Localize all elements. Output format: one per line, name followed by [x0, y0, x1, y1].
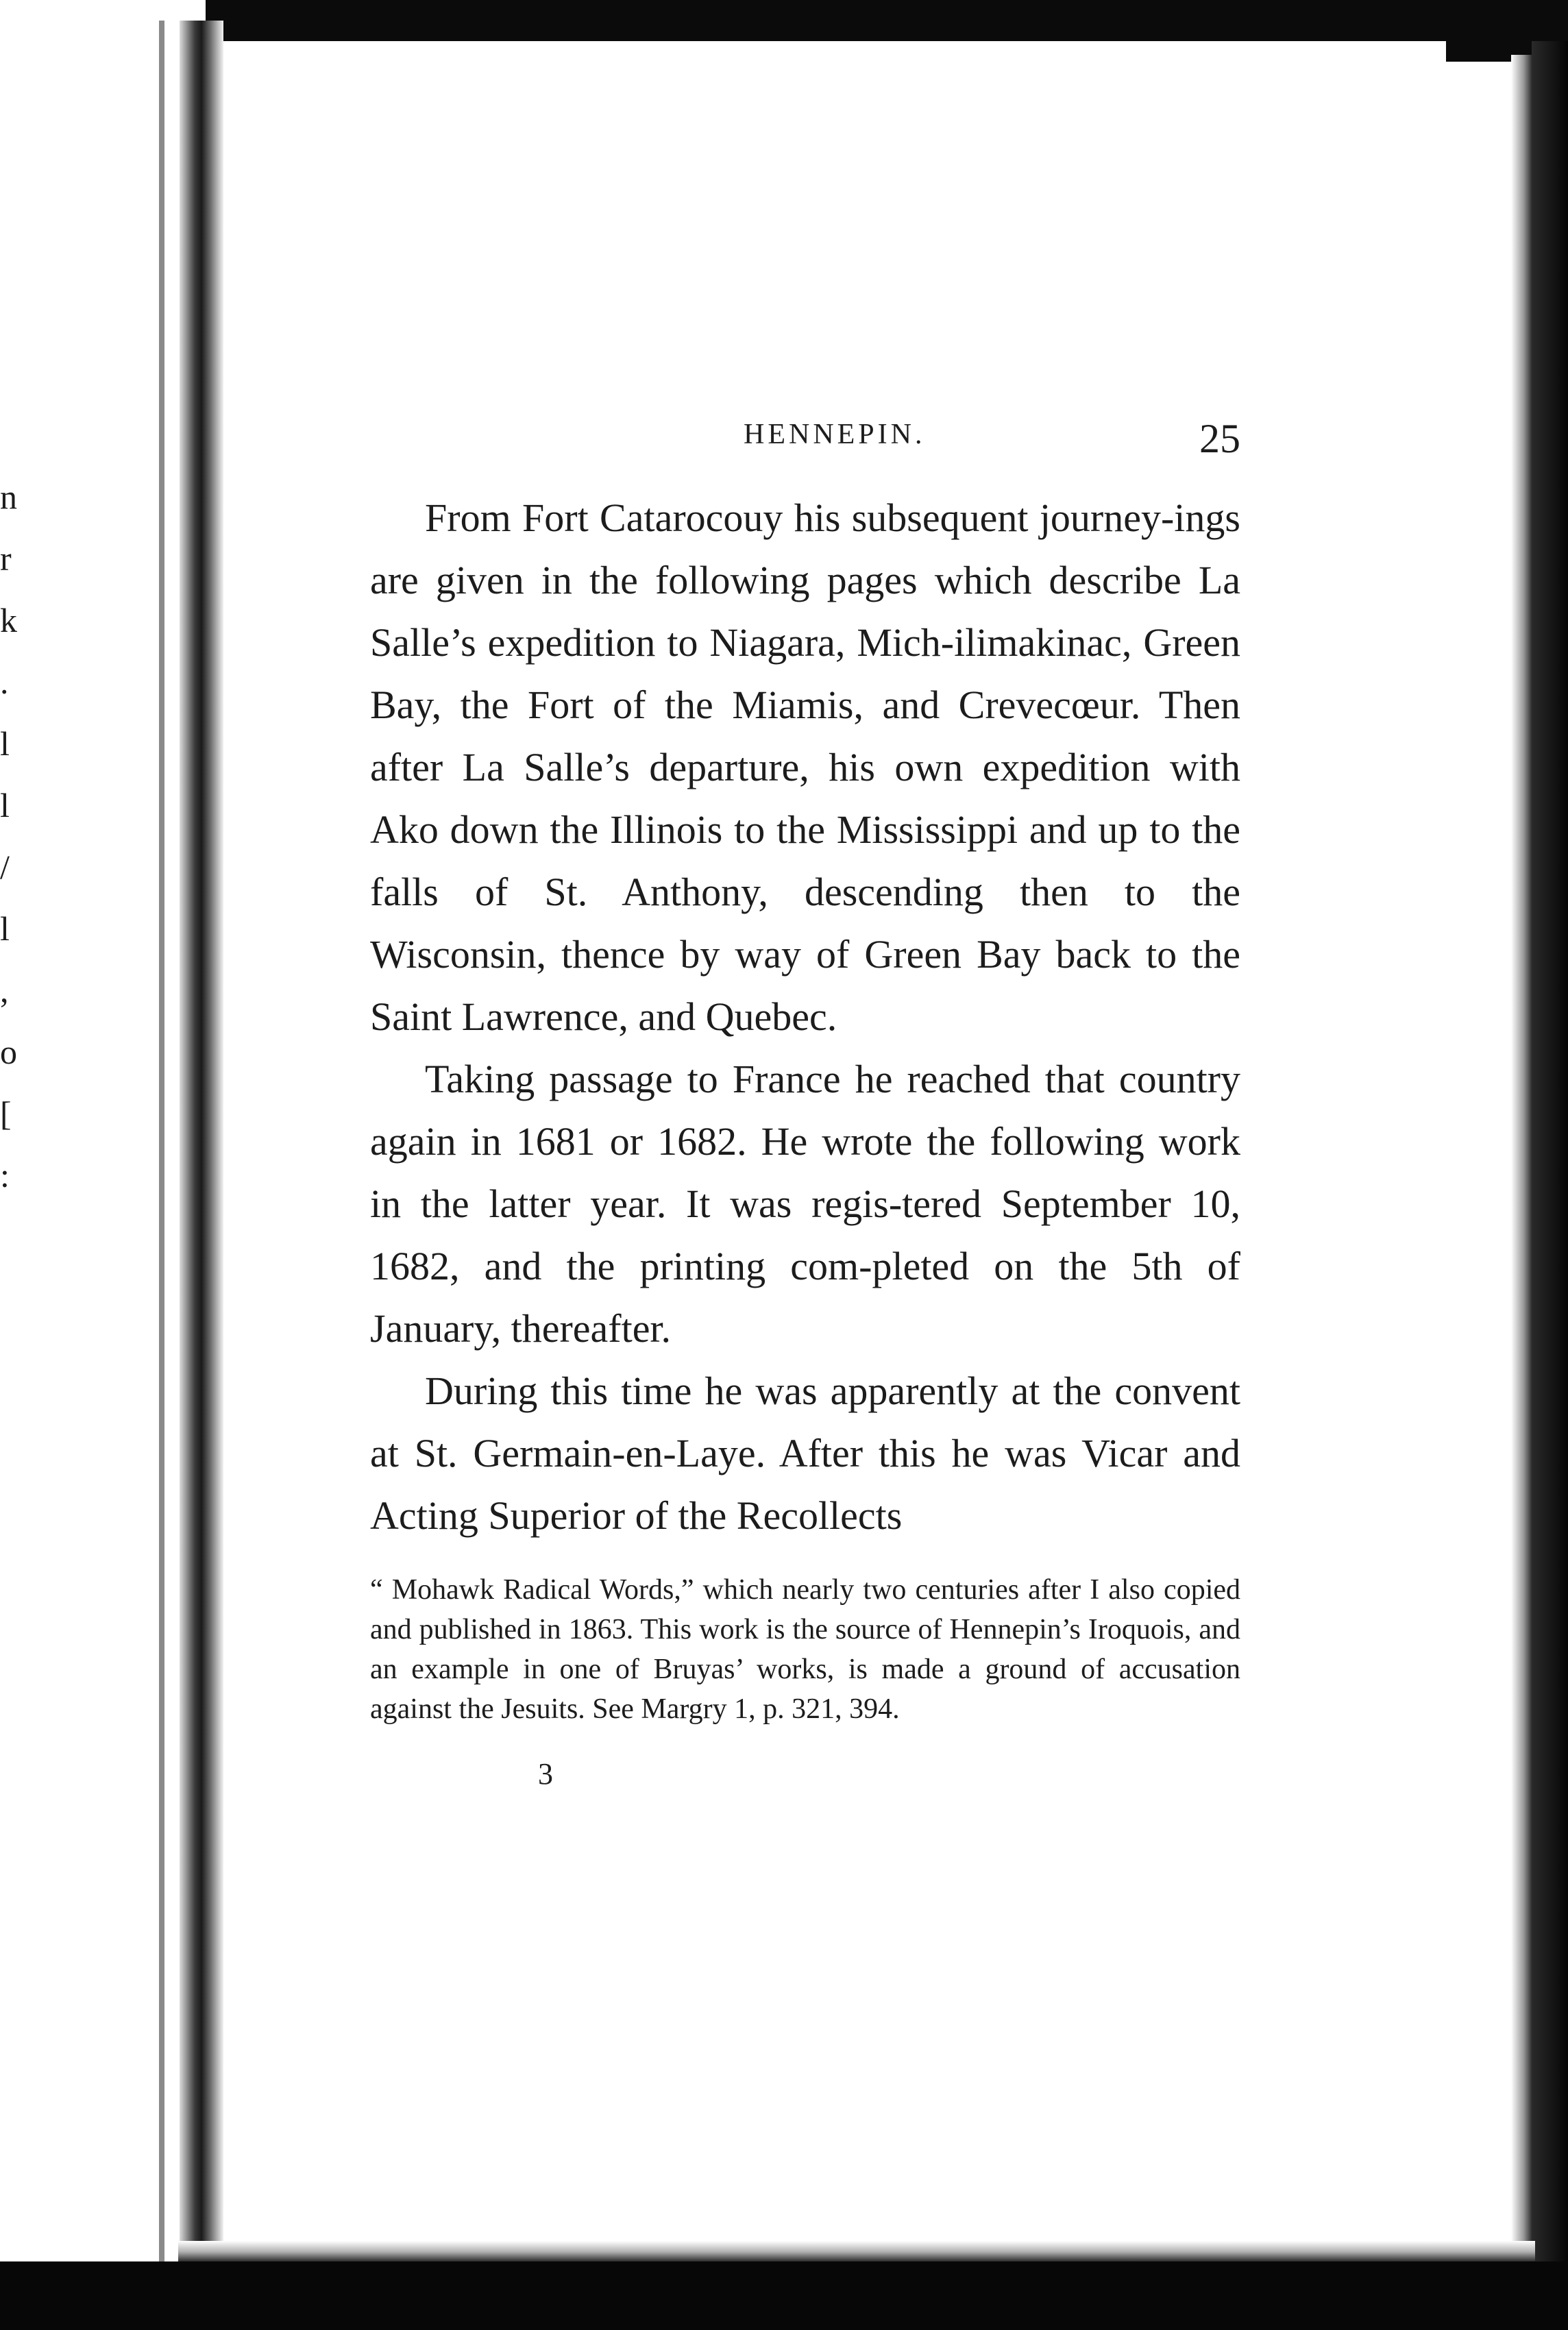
left-fragment: ,	[0, 971, 9, 1009]
page-bottom-edge	[178, 2241, 1535, 2263]
left-fragment: l	[0, 786, 10, 824]
left-fragment: n	[0, 478, 17, 516]
book-gutter	[180, 21, 223, 2261]
left-page-fragments	[0, 0, 27, 2261]
left-page-edge	[159, 21, 164, 2261]
page-number: 25	[1199, 416, 1240, 461]
paragraph: During this time he was apparently at the convent at St. Germain-en-Laye. After this he was Vicar and Acting Superior of the Recollects	[370, 1369, 1240, 1538]
scan-border-right	[1532, 41, 1568, 2330]
scan-border-bottom	[0, 2261, 1568, 2330]
left-fragment: k	[0, 601, 17, 639]
scan-border-top	[206, 0, 1568, 41]
running-head	[370, 404, 1240, 487]
footnote: “ Mohawk Radical Words,” which nearly two centuries after I also copied and published in 1863. This work is the source of Hennepin’s Iroquois, and an example in one of Bruyas’ works, is made a ground of accusation against the Jesuits. See Margry 1, p. 321, 394.	[370, 1574, 1240, 1725]
page-edge-shadow	[1511, 55, 1532, 2303]
paragraph: Taking passage to France he reached that country again in 1681 or 1682. He wrote the following work in the latter year. It was regis-tered September 10, 1682, and the printing com-pleted on the 5th of January, thereafter.	[370, 1057, 1240, 1351]
left-fragment: o	[0, 1033, 17, 1071]
left-fragment: r	[0, 539, 12, 578]
running-title: HENNEPIN.	[744, 419, 926, 450]
signature-mark: 3	[538, 1757, 553, 1791]
book-page	[370, 404, 1240, 1791]
left-fragment: .	[0, 663, 9, 701]
left-fragment: l	[0, 724, 10, 763]
left-fragment: :	[0, 1156, 10, 1194]
paragraph: From Fort Catarocouy his subsequent journey-ings are given in the following pages which describe La Salle’s expedition to Niagara, Mich-ilimakinac, Green Bay, the Fort of the Miamis, and Crevecœur. Then after La Salle’s departure, his own expedition with Ako down the Illinois to the Mississippi and up to the falls of St. Anthony, descending then to the Wisconsin, thence by way of Green Bay back to the Saint Lawrence, and Quebec.	[370, 495, 1240, 1039]
left-fragment: l	[0, 909, 10, 948]
left-fragment: [	[0, 1094, 12, 1133]
left-fragment: /	[0, 848, 10, 886]
